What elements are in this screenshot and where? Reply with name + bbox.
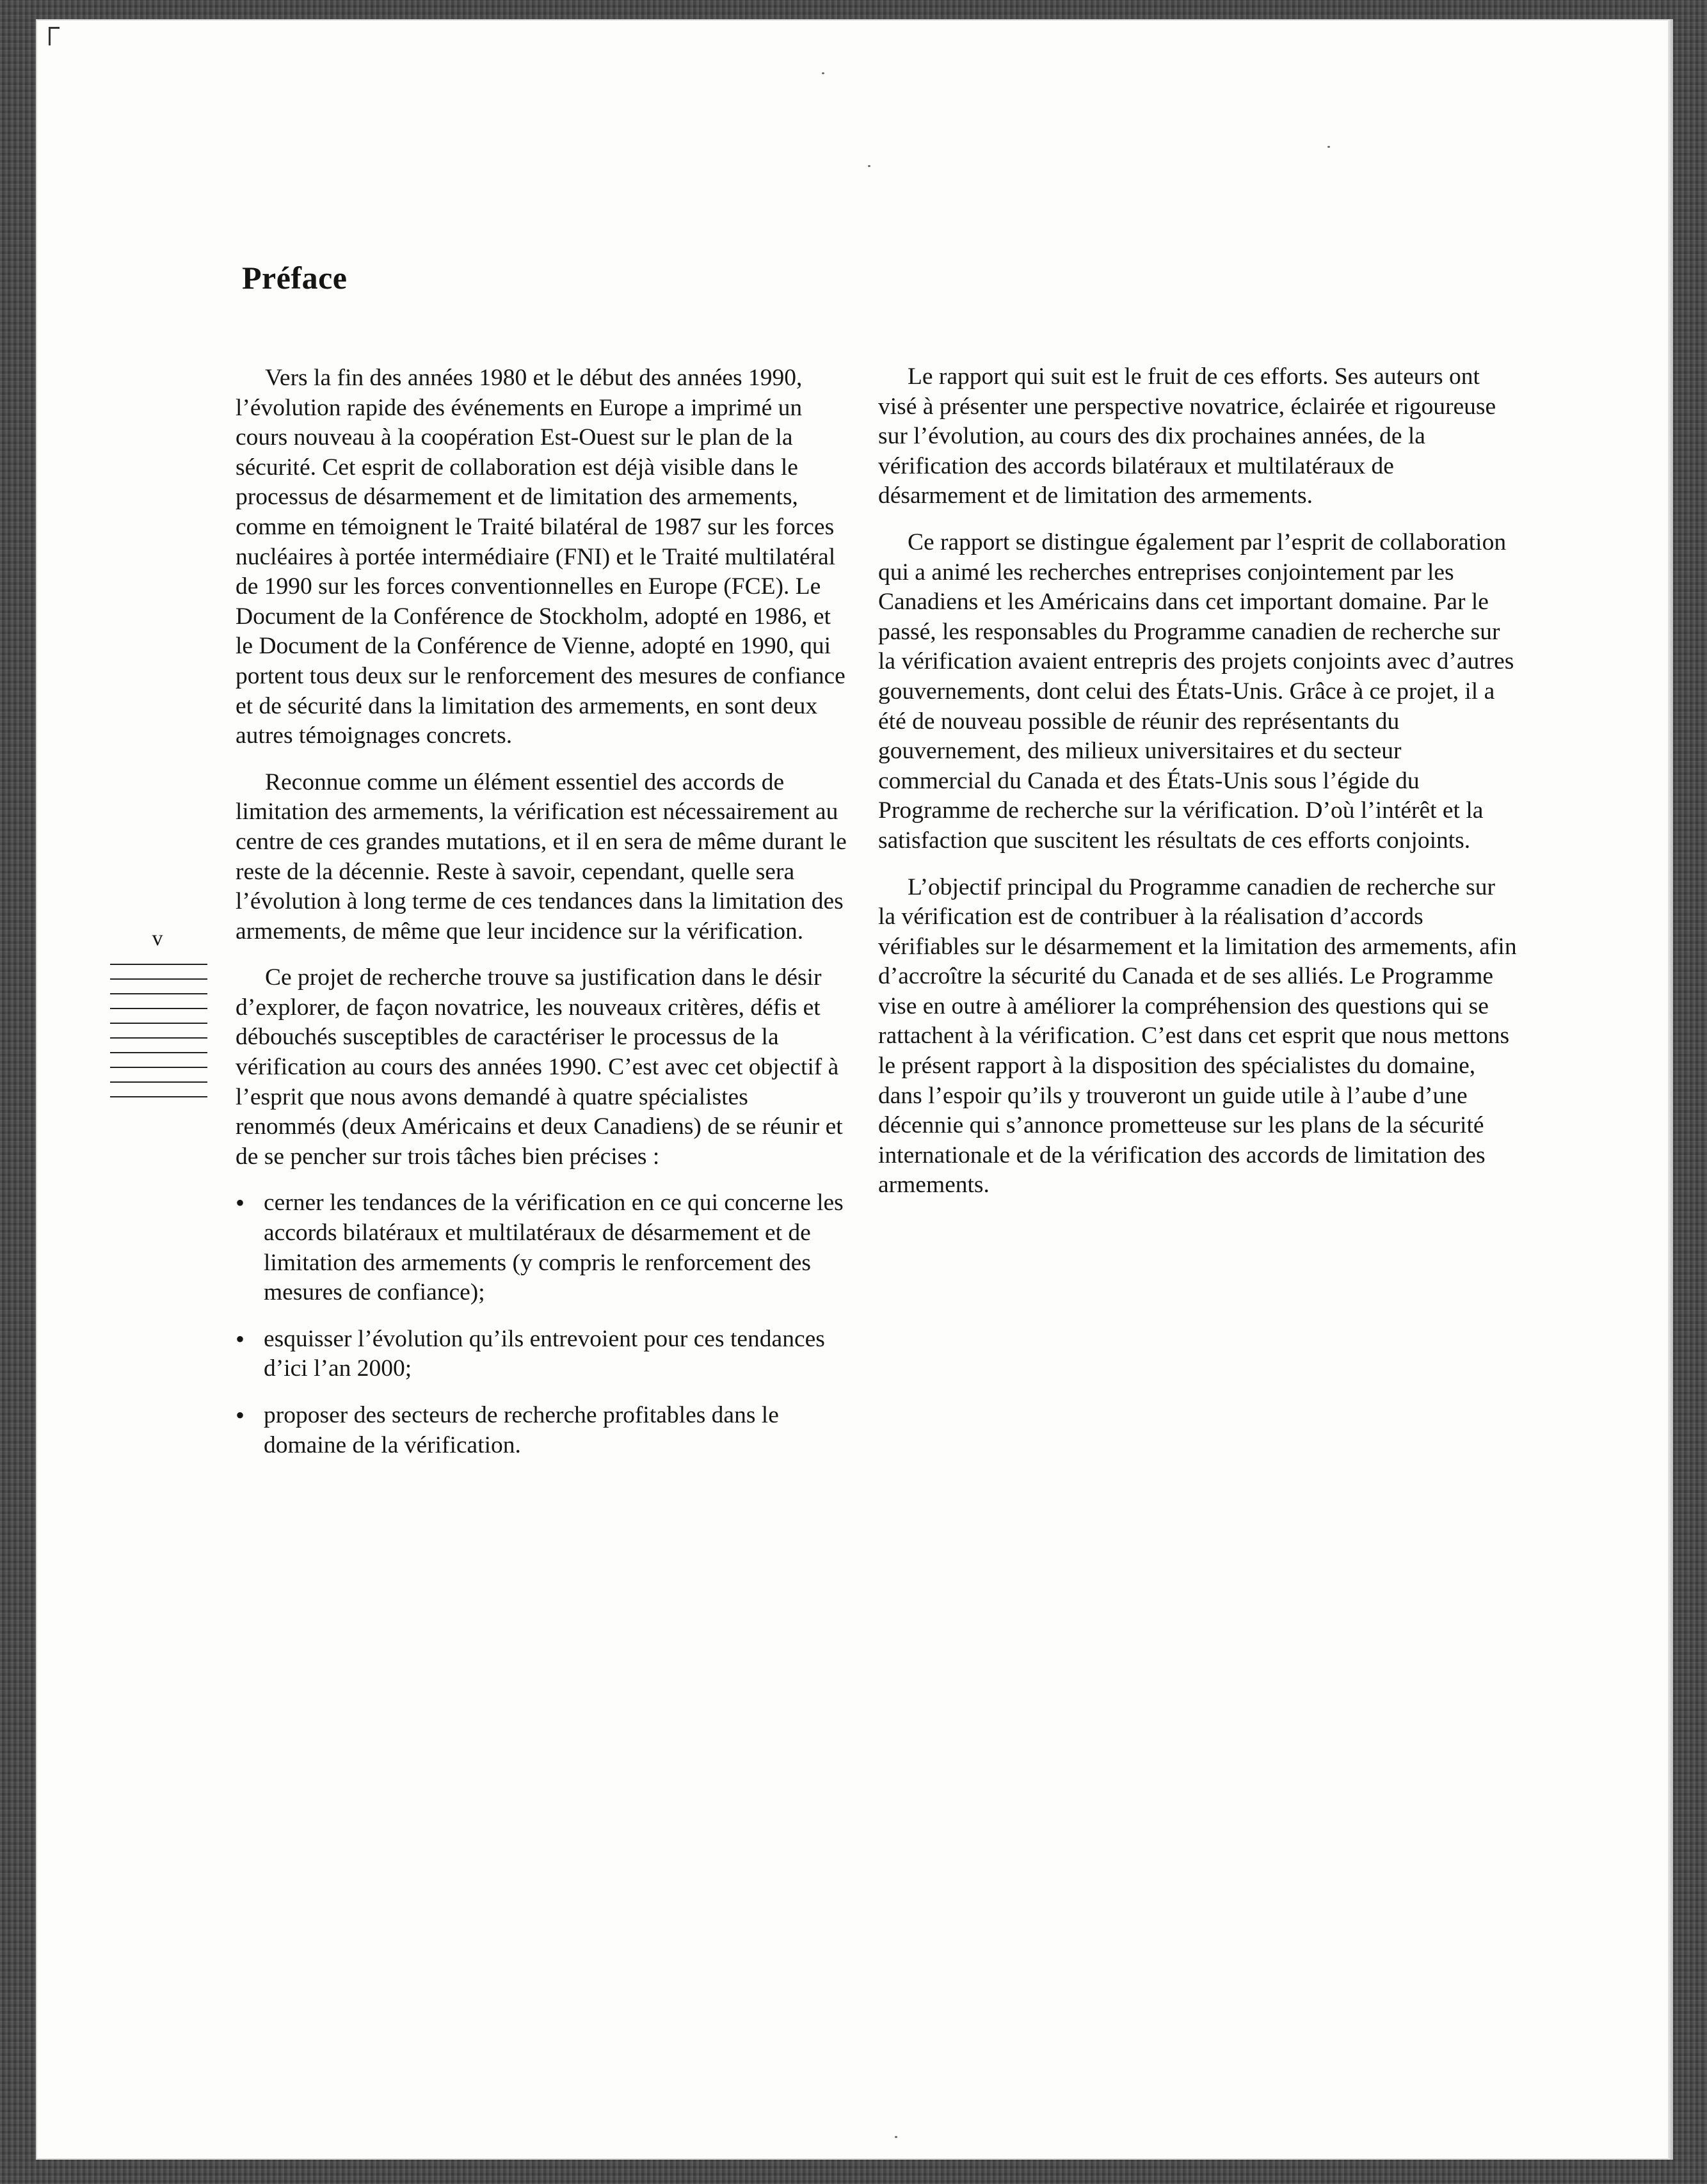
rule-line [110,978,207,980]
rule-line [110,1023,207,1024]
list-item: • esquisser l’évolution qu’ils entrevoient pour ces tendances d’ici l’an 2000; [236,1325,850,1384]
list-item: • cerner les tendances de la vérification en ce qui concerne les accords bilatéraux et multilatéraux de désarmement et de limitation des armements (y compris le renforcement des mesures de confiance); [236,1188,850,1307]
crop-mark [49,27,60,45]
left-column [236,363,850,1477]
rule-line [110,1052,207,1053]
right-column [878,362,1518,1217]
paragraph: L’objectif principal du Programme canadien de recherche sur la vérification est de contribuer à la réalisation d’accords vérifiables sur le désarmement et la limitation des armements, afin d’accroître la sécurité du Canada et de ses alliés. Le Programme vise en outre à améliorer la compréhension des questions qui se rattachent à la vérification. C’est dans cet esprit que nous mettons le présent rapport à la disposition des spécialistes du domaine, dans l’espoir qu’ils y trouveront un guide utile à l’aube d’une décennie qui s’annonce prometteuse sur les plans de la sécurité internationale et de la vérification des accords de limitation des armements. [878,873,1517,1199]
paragraph: Vers la fin des années 1980 et le début des années 1990, l’évolution rapide des événements en Europe a imprimé un cours nouveau à la coopération Est-Ouest sur le plan de la sécurité. Cet esprit de collaboration est déjà visible dans le processus de désarmement et de limitation des armements, comme en témoignent le Traité bilatéral de 1987 sur les forces nucléaires à portée intermédiaire (FNI) et le Traité multilatéral de 1990 sur les forces conventionnelles en Europe (FCE). Le Document de la Conférence de Stockholm, adopté en 1986, et le Document de la Conférence de Vienne, adopté en 1990, qui portent tous deux sur le renforcement des mesures de confiance et de sécurité dans la limitation des armements, en sont deux autres témoignages concrets. [236,365,845,749]
scan-speck [895,2136,897,2138]
scan-speck [1327,146,1330,148]
page-title: Préface [242,260,348,296]
rule-line [110,993,207,994]
rule-line [110,1008,207,1009]
paragraph: Reconnue comme un élément essentiel des accords de limitation des armements, la vérification est nécessairement au centre de ces grandes mutations, et il en sera de même durant le reste de la décennie. Reste à savoir, cependant, quelle sera l’évolution à long terme de ces tendances dans la limitation des armements, de même que leur incidence sur la vérification. [236,769,847,945]
rule-line [110,1096,207,1097]
scan-speck [868,165,870,167]
task-list [236,1188,850,1460]
paragraph: Ce rapport se distingue également par l’esprit de collaboration qui a animé les recherches entreprises conjointement par les Canadiens et les Américains dans cet important domaine. Par le passé, les responsables du Programme canadien de recherche sur la vérification avaient entrepris des projets conjoints avec d’autres gouvernements, dont celui des États-Unis. Grâce à ce projet, il a été de nouveau possible de réunir des représentants du gouvernement, des milieux universitaires et du secteur commercial du Canada et des États-Unis sous l’égide du Programme de recherche sur la vérification. D’où l’intérêt et la satisfaction que suscitent les résultats de ces efforts conjoints. [878,529,1514,854]
margin-decoration [110,964,207,1111]
paragraph: Le rapport qui suit est le fruit de ces efforts. Ses auteurs ont visé à présenter une perspective novatrice, éclairée et rigoureuse sur l’évolution, au cours des dix prochaines années, de la vérification des accords bilatéraux et multilatéraux de désarmement et de limitation des armements. [878,363,1496,509]
rule-line [110,1067,207,1068]
page-number: v [152,927,163,950]
rule-line [110,1081,207,1083]
scan-speck [822,72,824,74]
list-item: • proposer des secteurs de recherche profitables dans le domaine de la vérification. [236,1401,850,1460]
paragraph: Ce projet de recherche trouve sa justification dans le désir d’explorer, de façon novatrice, les nouveaux critères, défis et débouchés susceptibles de caractériser le processus de la vérification au cours des années 1990. C’est avec cet objectif à l’esprit que nous avons demandé à quatre spécialistes renommés (deux Américains et deux Canadiens) de se réunir et de se pencher sur trois tâches bien précises : [236,964,843,1170]
page-edge [1668,19,1673,2160]
rule-line [110,964,207,965]
rule-line [110,1037,207,1039]
